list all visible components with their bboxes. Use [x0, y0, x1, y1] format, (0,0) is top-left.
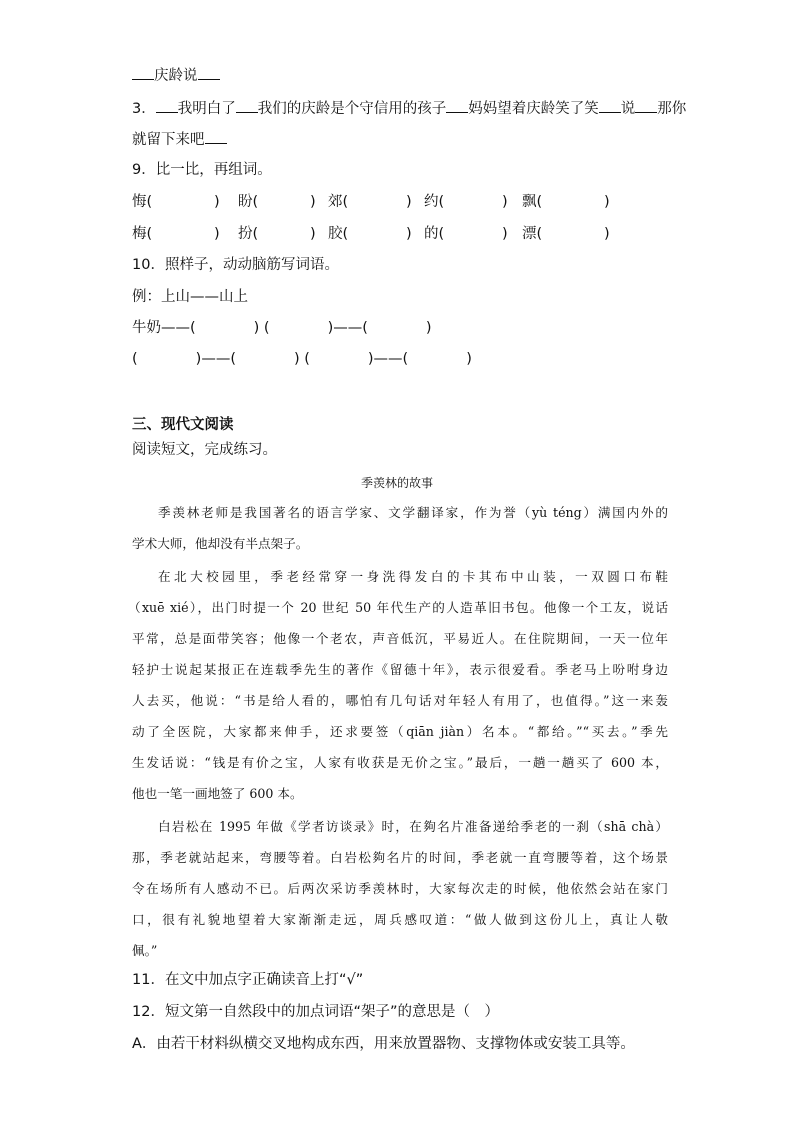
char-cell: 漂( — [522, 226, 543, 242]
question-9-label: 9．比一比，再组词。 — [132, 162, 272, 178]
passage-p2-line-7: 生发话说：“钱是有价之宝，人家有收获是无价之宝。”最后，一趟一趟买了 600 本， — [132, 755, 668, 770]
passage-p2-line-6: 动了全医院，大家都来伸手，还求要签（qiān jiàn）名本。“都给。”“买去。”季先 — [132, 724, 668, 739]
fill-line-2 — [132, 97, 686, 119]
fill-line-3 — [132, 128, 227, 150]
blank[interactable] — [236, 97, 258, 113]
paren-close[interactable]: ) — [604, 226, 610, 242]
question-10-line-2[interactable]: ( )——( ) ( )——( ) — [132, 351, 472, 367]
text: 妈妈望着庆龄笑了笑 — [468, 101, 599, 117]
passage-p2-line-8: 他也一笔一画地签了 600 本。 — [132, 786, 303, 801]
blank[interactable] — [446, 97, 468, 113]
char-cell: 盼( — [238, 194, 259, 210]
question-11: 11．在文中加点字正确读音上打“√” — [132, 972, 364, 988]
passage-p2-line-5: 人去买，他说：“书是给人看的，哪怕有几句话对年轻人有用了，也值得。”这一来轰 — [132, 693, 668, 708]
paren-close[interactable]: ) — [502, 226, 508, 242]
paren-close[interactable]: ) — [214, 194, 220, 210]
text: 就留下来吧 — [132, 132, 205, 148]
passage-title: 季羡林的故事 — [360, 476, 433, 490]
passage-p1-line-1: 季羡林老师是我国著名的语言学家、文学翻译家，作为誉（yù téng）满国内外的 — [158, 505, 668, 520]
char-cell: 约( — [424, 194, 445, 210]
section-heading: 三、现代文阅读 — [132, 417, 234, 433]
paren-close[interactable]: ) — [406, 194, 412, 210]
paren-close[interactable]: ) — [406, 226, 412, 242]
text: 庆龄说 — [154, 68, 198, 84]
q9-row-2 — [132, 224, 652, 244]
passage-p3-line-4: 口，很有礼貌地望着大家渐渐走远，周兵感叹道：“做人做到这份儿上，真让人敬 — [132, 912, 668, 927]
question-10-example: 例：上山——山上 — [132, 289, 248, 305]
passage-p1-line-2: 学术大师，他却没有半点架子。 — [132, 536, 309, 551]
passage-p3-line-5: 佩。” — [132, 943, 158, 958]
paren-close[interactable]: ) — [310, 226, 316, 242]
blank[interactable] — [635, 97, 657, 113]
paren-close[interactable]: ) — [502, 194, 508, 210]
fill-line-1 — [132, 64, 220, 86]
question-10-line-1[interactable]: 牛奶——( ) ( )——( ) — [132, 320, 432, 336]
passage-p2-line-3: 平常，总是面带笑容；他像一个老农，声音低沉，平易近人。在住院期间，一天一位年 — [132, 631, 668, 646]
char-cell: 的( — [424, 226, 445, 242]
passage-p3-line-2: 那，季老就站起来，弯腰等着。白岩松夠名片的时间，季老就一直弯腰等着，这个场景 — [132, 850, 668, 865]
char-cell: 扮( — [238, 226, 259, 242]
text: 那你 — [657, 101, 687, 117]
char-cell: 胶( — [328, 226, 349, 242]
passage-p3-line-3: 令在场所有人感动不已。后两次采访季羡林时，大家每次走的时候，他依然会站在家门 — [132, 881, 668, 896]
text: 我们的庆龄是个守信用的孩子 — [257, 101, 447, 117]
paren-close[interactable]: ) — [604, 194, 610, 210]
blank[interactable] — [205, 128, 227, 144]
paren-close[interactable]: ) — [214, 226, 220, 242]
blank[interactable] — [132, 64, 154, 80]
char-cell: 飘( — [522, 194, 543, 210]
blank[interactable] — [198, 64, 220, 80]
passage-p2-line-4: 轻护士说起某报正在连载季先生的著作《留德十年》，表示很爱看。季老马上吩咐身边 — [132, 662, 668, 677]
question-10-label: 10．照样子，动动脑筋写词语。 — [132, 257, 339, 273]
char-cell: 郊( — [328, 194, 349, 210]
passage-p2-line-2: （xuē xié），出门时提一个 20 世纪 50 年代生产的人造革旧书包。他像一个工友，说话 — [128, 600, 668, 615]
blank[interactable] — [599, 97, 621, 113]
section-instruction: 阅读短文，完成练习。 — [132, 442, 277, 458]
blank[interactable] — [156, 97, 178, 113]
text: 我明白了 — [177, 101, 236, 117]
question-number: 3． — [132, 101, 156, 117]
passage-p2-line-1: 在北大校园里，季老经常穿一身洗得发白的卡其布中山装，一双圆口布鞋 — [158, 569, 668, 584]
char-cell: 梅( — [132, 226, 153, 242]
paren-close[interactable]: ) — [310, 194, 316, 210]
passage-p3-line-1: 白岩松在 1995 年做《学者访谈录》时，在夠名片准备递给季老的一刹（shā chà） — [158, 819, 668, 834]
text: 说 — [620, 101, 636, 117]
char-cell: 悔( — [132, 194, 153, 210]
option-a[interactable]: A．由若干材料纵横交叉地构成东西，用来放置器物、支撑物体或安装工具等。 — [132, 1036, 635, 1052]
question-12: 12．短文第一自然段中的加点词语“架子”的意思是（ ） — [132, 1004, 499, 1020]
q9-row-1 — [132, 192, 652, 212]
